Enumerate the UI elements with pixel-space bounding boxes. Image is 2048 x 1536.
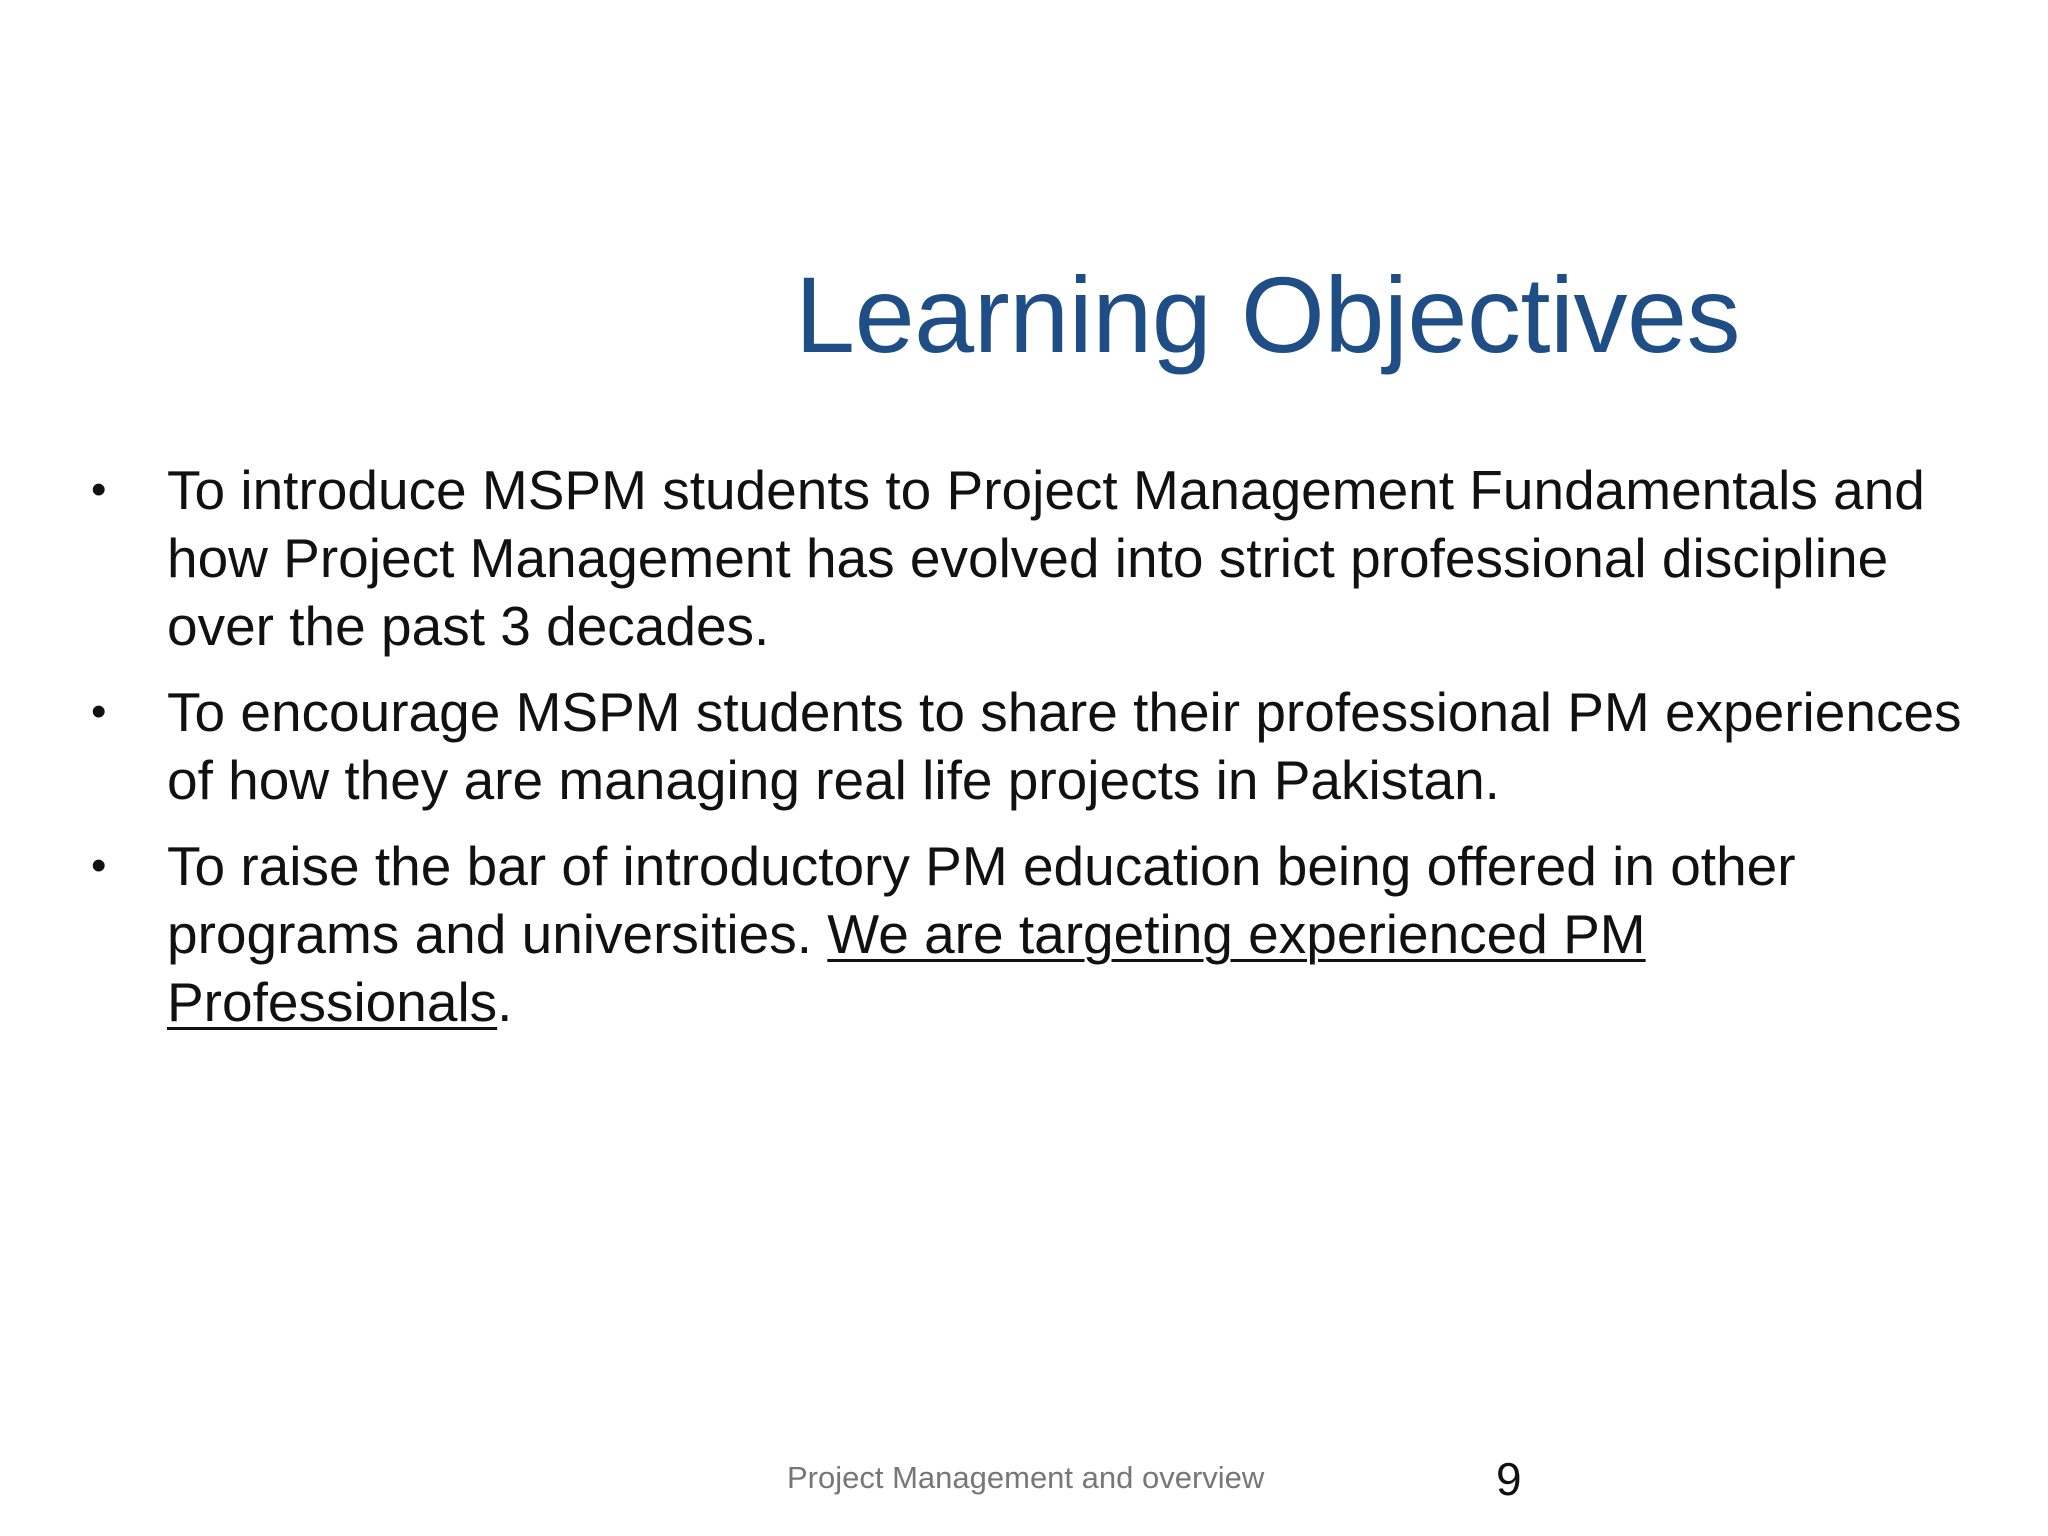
underlined-emphasis: We are targeting experienced PM Professionals [167,903,1646,1033]
bullet-icon: • [91,841,107,890]
bullet-item [85,832,1965,1036]
bullet-icon: • [91,465,107,514]
slide-title: Learning Objectives [795,254,1741,375]
bullet-text: To encourage MSPM students to share their professional PM experiences of how they are managing real life projects in Pakistan. [167,681,1962,811]
bullet-text: To raise the bar of introductory PM education being offered in other programs and universities. [167,835,1796,965]
page-number: 9 [1496,1453,1522,1505]
footer-text: Project Management and overview [787,1460,1265,1495]
bullet-item [85,456,1965,660]
bullet-item [85,678,1965,814]
bullet-icon: • [91,687,107,736]
bullet-text-end: . [497,971,513,1033]
bullet-list [85,456,1965,1054]
bullet-text: To introduce MSPM students to Project Management Fundamentals and how Project Management has evolved into strict professional discipline over the past 3 decades. [167,459,1925,657]
